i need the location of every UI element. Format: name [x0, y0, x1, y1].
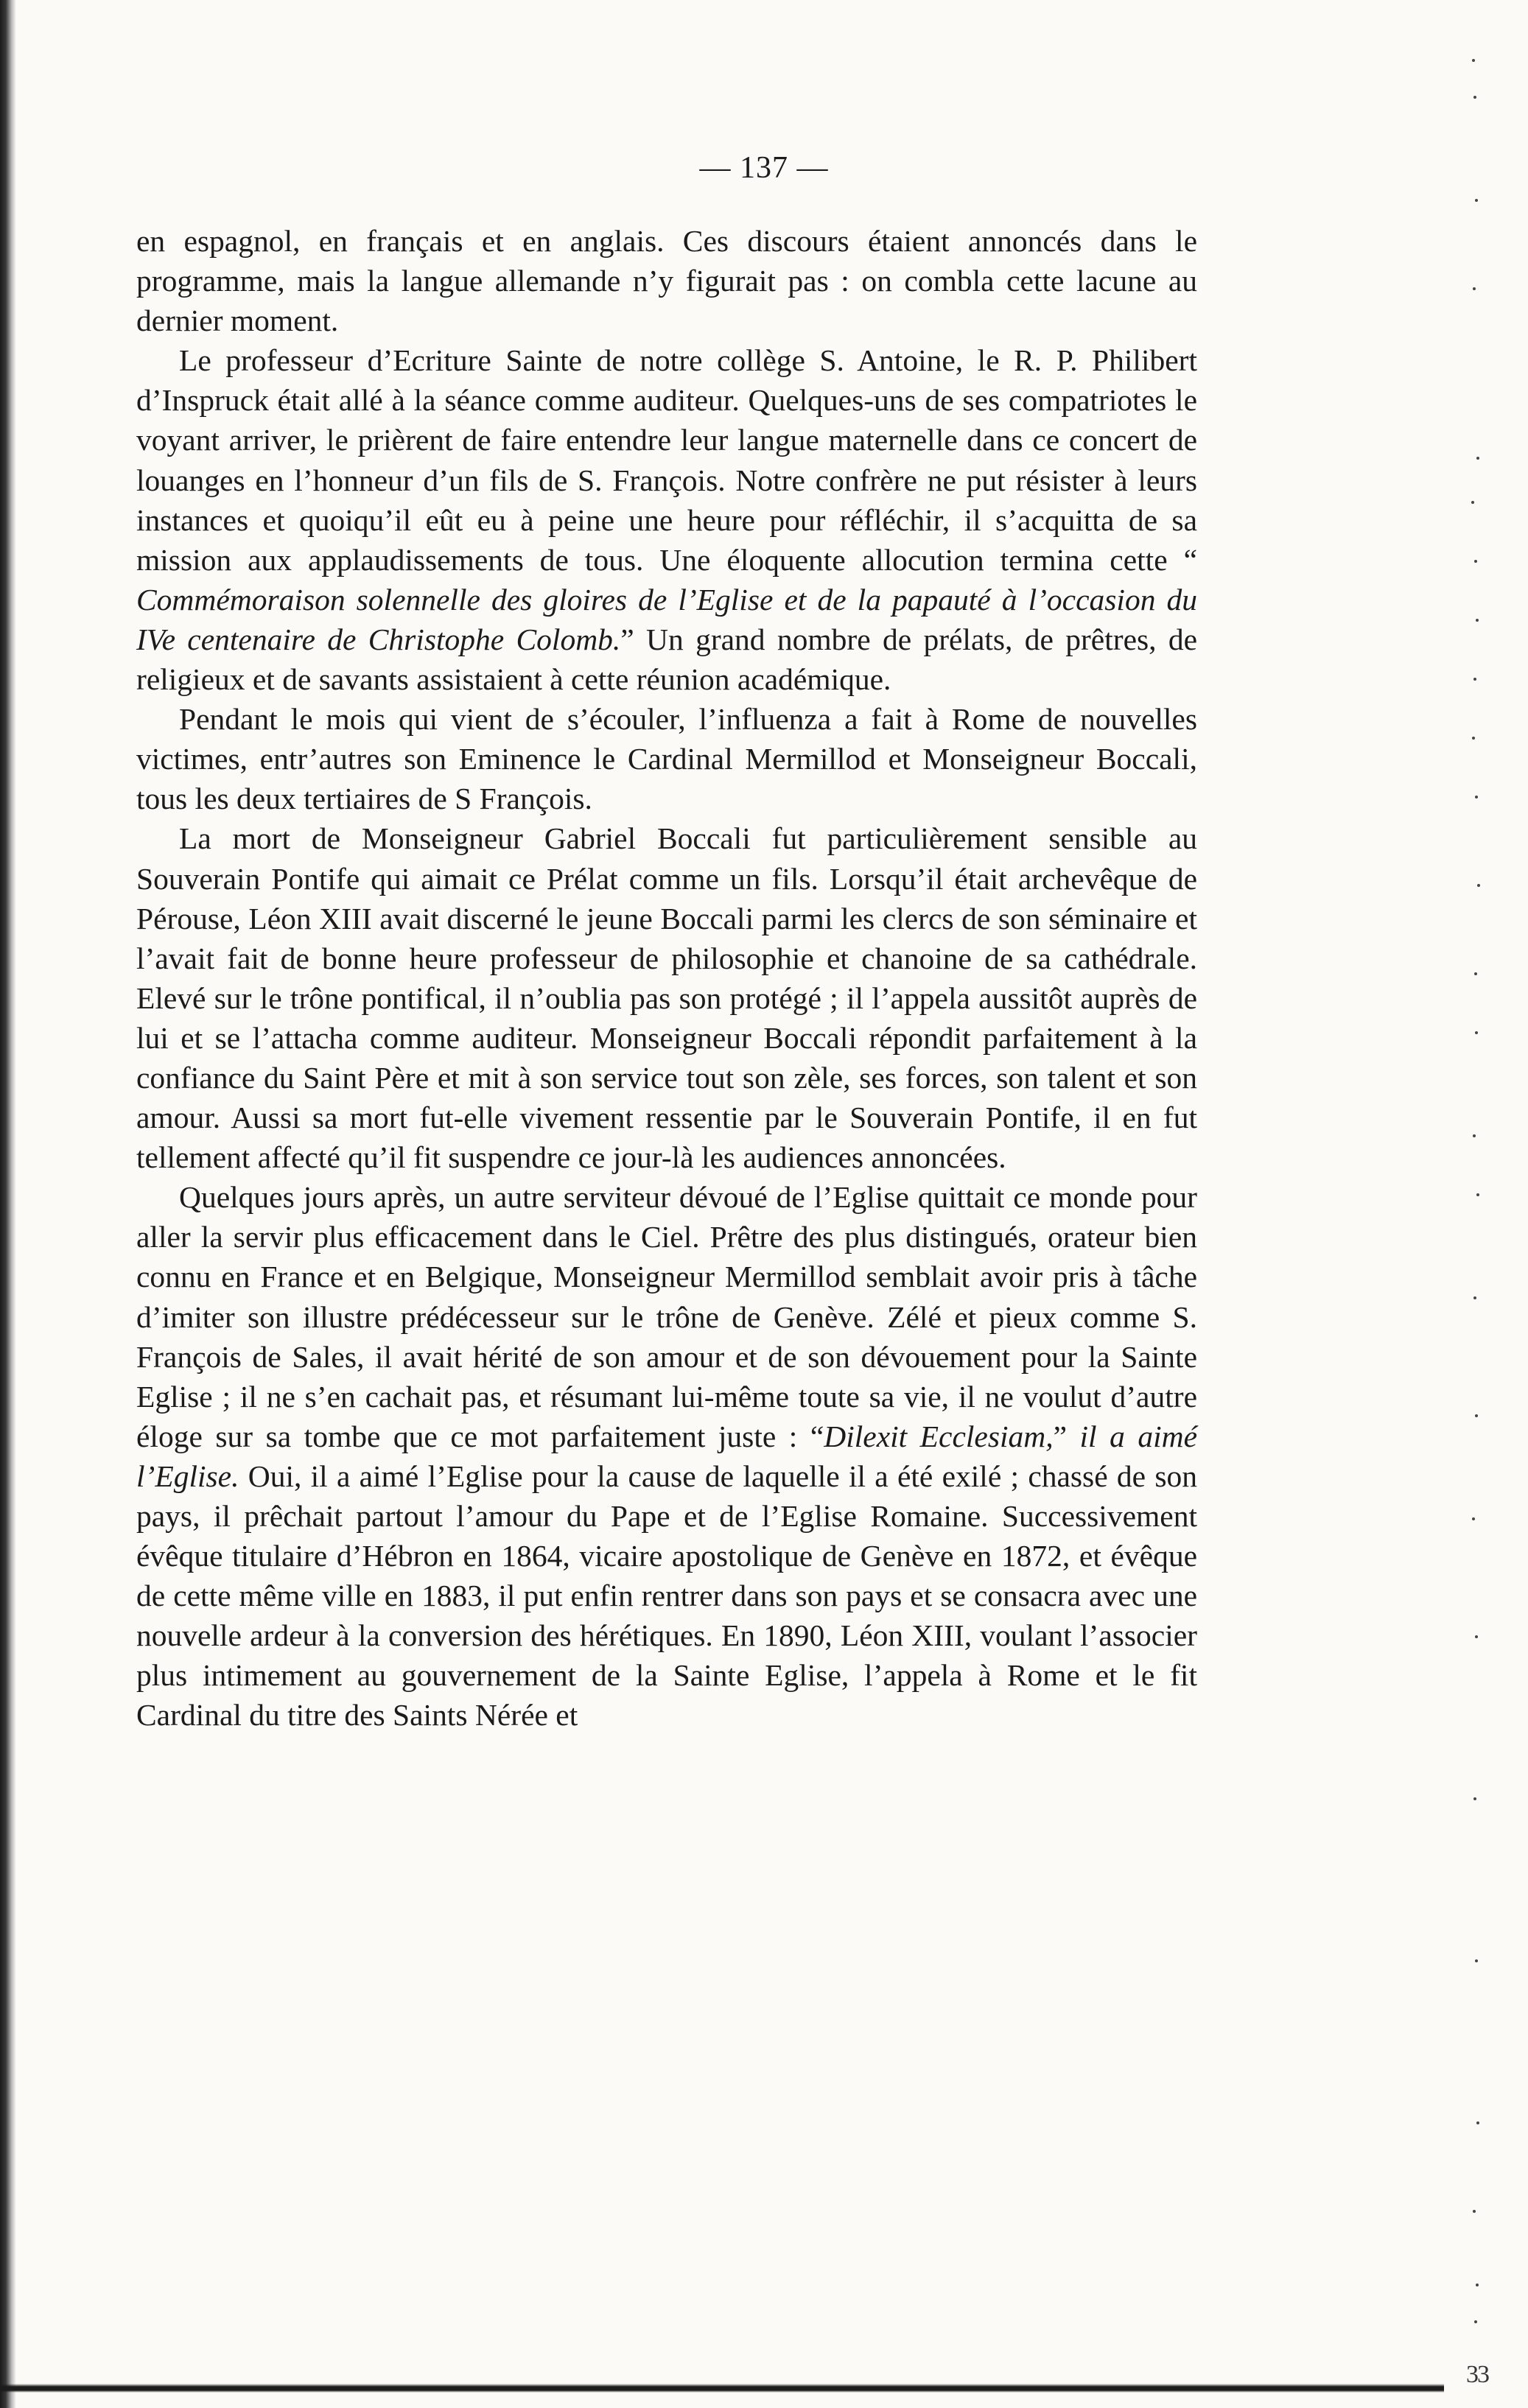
- italic-text: Dilexit Ecclesiam,: [824, 1419, 1054, 1453]
- paragraph: [136, 340, 1197, 699]
- text-run: ”: [1053, 1419, 1080, 1453]
- text-run: Quelques jours après, un autre serviteur dévoué de l’Eglise quittait ce monde pour aller la servir plus efficacement dans le Ciel. Prêtre des plus distingués, orateur bien connu en France et en Belgique, Monseigneur Mermillod semblait avoir pris à tâche d’imiter son illustre prédécesseur sur le trône de Genève. Zélé et pieux comme S. François de Sales, il avait hérité de son amour et de son dévouement pour la Sainte Eglise ; il ne s’en cachait pas, et résumant lui-même toute sa vie, il ne voulut d’autre éloge sur sa tombe que ce mot parfaitement juste : “: [136, 1180, 1197, 1453]
- italic-text: Commémoraison solennelle des gloires de l’Eglise et de la papauté à l’occasion du IVe centenaire de Christophe Colomb.: [136, 582, 1197, 656]
- paragraph: [136, 221, 1197, 340]
- margin-specks: [1466, 44, 1510, 2365]
- text-run: en espagnol, en français et en anglais. Ces discours étaient annoncés dans le programme, mais la langue allemande n’y figurait pas : on combla cette lacune au dernier moment.: [136, 224, 1197, 338]
- italic-text: il a aimé l’Eglise.: [136, 1419, 1198, 1493]
- paragraph: [136, 1177, 1197, 1735]
- text-run: Pendant le mois qui vient de s’écouler, l’influenza a fait à Rome de nouvelles victimes, entr’autres son Eminence le Cardinal Mermillod et Monseigneur Boccali, tous les deux tertiaires de S François.: [136, 702, 1197, 816]
- page-number: — 137 —: [699, 151, 829, 185]
- page-left-edge: [0, 0, 16, 2408]
- text-run: Le professeur d’Ecriture Sainte de notre collège S. Antoine, le R. P. Philibert d’Inspruck était allé à la séance comme auditeur. Quelques-uns de ses compatriotes le voyant arriver, le prièrent de faire entendre leur langue maternelle dans ce concert de louanges en l’honneur d’un fils de S. François. Notre confrère ne put résister à leurs instances et quoiqu’il eût eu à peine une heure pour réfléchir, il s’acquitta de sa mission aux applaudissements de tous. Une éloquente allocution termina cette “: [136, 343, 1197, 577]
- text-run: Oui, il a aimé l’Eglise pour la cause de laquelle il a été exilé ; chassé de son pays, il prêchait partout l’amour du Pape et de l’Eglise Romaine. Successivement évêque titulaire d’Hébron en 1864, vicaire apostolique de Genève en 1872, et évêque de cette même ville en 1883, il put enfin rentrer dans son pays et se consacra avec une nouvelle ardeur à la conversion des hérétiques. En 1890, Léon XIII, voulant l’associer plus intimement au gouvernement de la Sainte Eglise, l’appela à Rome et le fit Cardinal du titre des Saints Nérée et: [136, 1459, 1197, 1733]
- text-run: ” Un grand nombre de prélats, de prêtres, de religieux et de savants assistaient à cette réunion académique.: [136, 622, 1198, 697]
- text-run: La mort de Monseigneur Gabriel Boccali fut particulièrement sensible au Souverain Pontife qui aimait ce Prélat comme un fils. Lorsqu’il était archevêque de Pérouse, Léon XIII avait discerné le jeune Boccali parmi les clercs de son séminaire et l’avait fait de bonne heure professeur de philosophie et chanoine de sa cathédrale. Elevé sur le trône pontifical, il n’oublia pas son protégé ; il l’appela aussitôt auprès de lui et se l’attacha comme auditeur. Monseigneur Boccali répondit parfaitement à la confiance du Saint Père et mit à son service tout son zèle, ses forces, son talent et son amour. Aussi sa mort fut-elle vivement ressentie par le Souverain Pontife, il en fut tellement affecté qu’il fit suspendre ce jour-là les audiences annoncées.: [136, 821, 1197, 1175]
- paragraph: [136, 699, 1197, 818]
- body-text: [136, 221, 1197, 1735]
- page-bottom-edge: [0, 2384, 1444, 2393]
- corner-mark: 33: [1466, 2361, 1488, 2388]
- paragraph: [136, 818, 1197, 1177]
